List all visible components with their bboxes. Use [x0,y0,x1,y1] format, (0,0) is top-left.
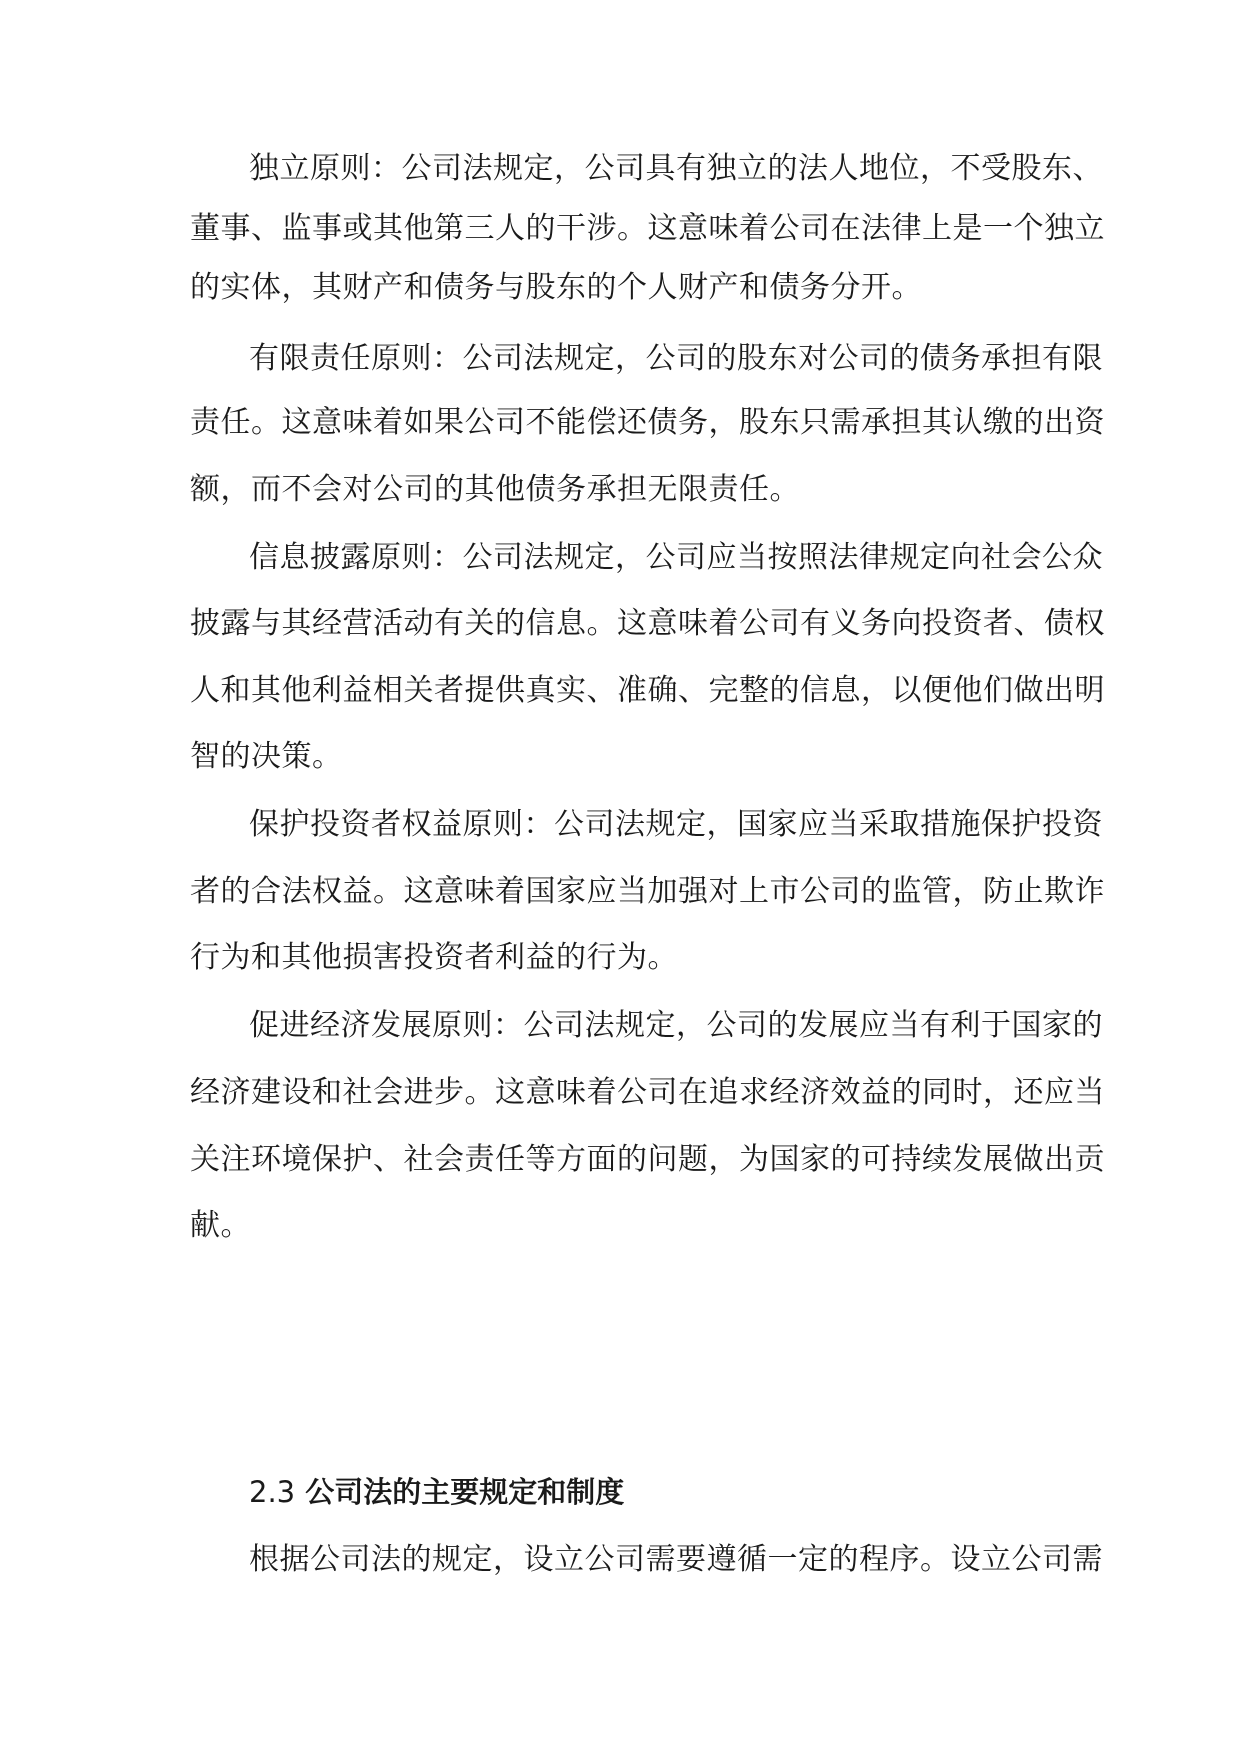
paragraph-line: 智的决策。 [190,739,343,774]
paragraph-line: 保护投资者权益原则：公司法规定，国家应当采取措施保护投资 [249,807,1103,842]
paragraph-line: 有限责任原则：公司法规定，公司的股东对公司的债务承担有限 [249,341,1103,376]
paragraph-line: 关注环境保护、社会责任等方面的问题，为国家的可持续发展做出贡 [190,1142,1105,1177]
paragraph-line: 献。 [190,1208,251,1243]
paragraph-line: 根据公司法的规定，设立公司需要遵循一定的程序。设立公司需 [249,1542,1103,1577]
paragraph-line: 独立原则：公司法规定，公司具有独立的法人地位，不受股东、 [249,151,1103,186]
paragraph-line: 董事、监事或其他第三人的干涉。这意味着公司在法律上是一个独立 [190,211,1105,246]
paragraph-line: 披露与其经营活动有关的信息。这意味着公司有义务向投资者、债权 [190,606,1105,641]
paragraph-line: 额，而不会对公司的其他债务承担无限责任。 [190,472,800,507]
paragraph-line: 人和其他利益相关者提供真实、准确、完整的信息，以便他们做出明 [190,673,1105,708]
paragraph-line: 经济建设和社会进步。这意味着公司在追求经济效益的同时，还应当 [190,1075,1105,1110]
paragraph-line: 行为和其他损害投资者利益的行为。 [190,940,678,975]
section-title: 公司法的主要规定和制度 [305,1475,625,1509]
section-number: 2.3 [249,1475,296,1509]
paragraph-line: 者的合法权益。这意味着国家应当加强对上市公司的监管，防止欺诈 [190,874,1105,909]
paragraph-line: 促进经济发展原则：公司法规定，公司的发展应当有利于国家的 [249,1008,1103,1043]
paragraph-line: 信息披露原则：公司法规定，公司应当按照法律规定向社会公众 [249,540,1103,575]
paragraph-line: 责任。这意味着如果公司不能偿还债务，股东只需承担其认缴的出资 [190,405,1105,440]
paragraph-line: 的实体，其财产和债务与股东的个人财产和债务分开。 [190,270,922,305]
section-heading [249,1472,624,1512]
